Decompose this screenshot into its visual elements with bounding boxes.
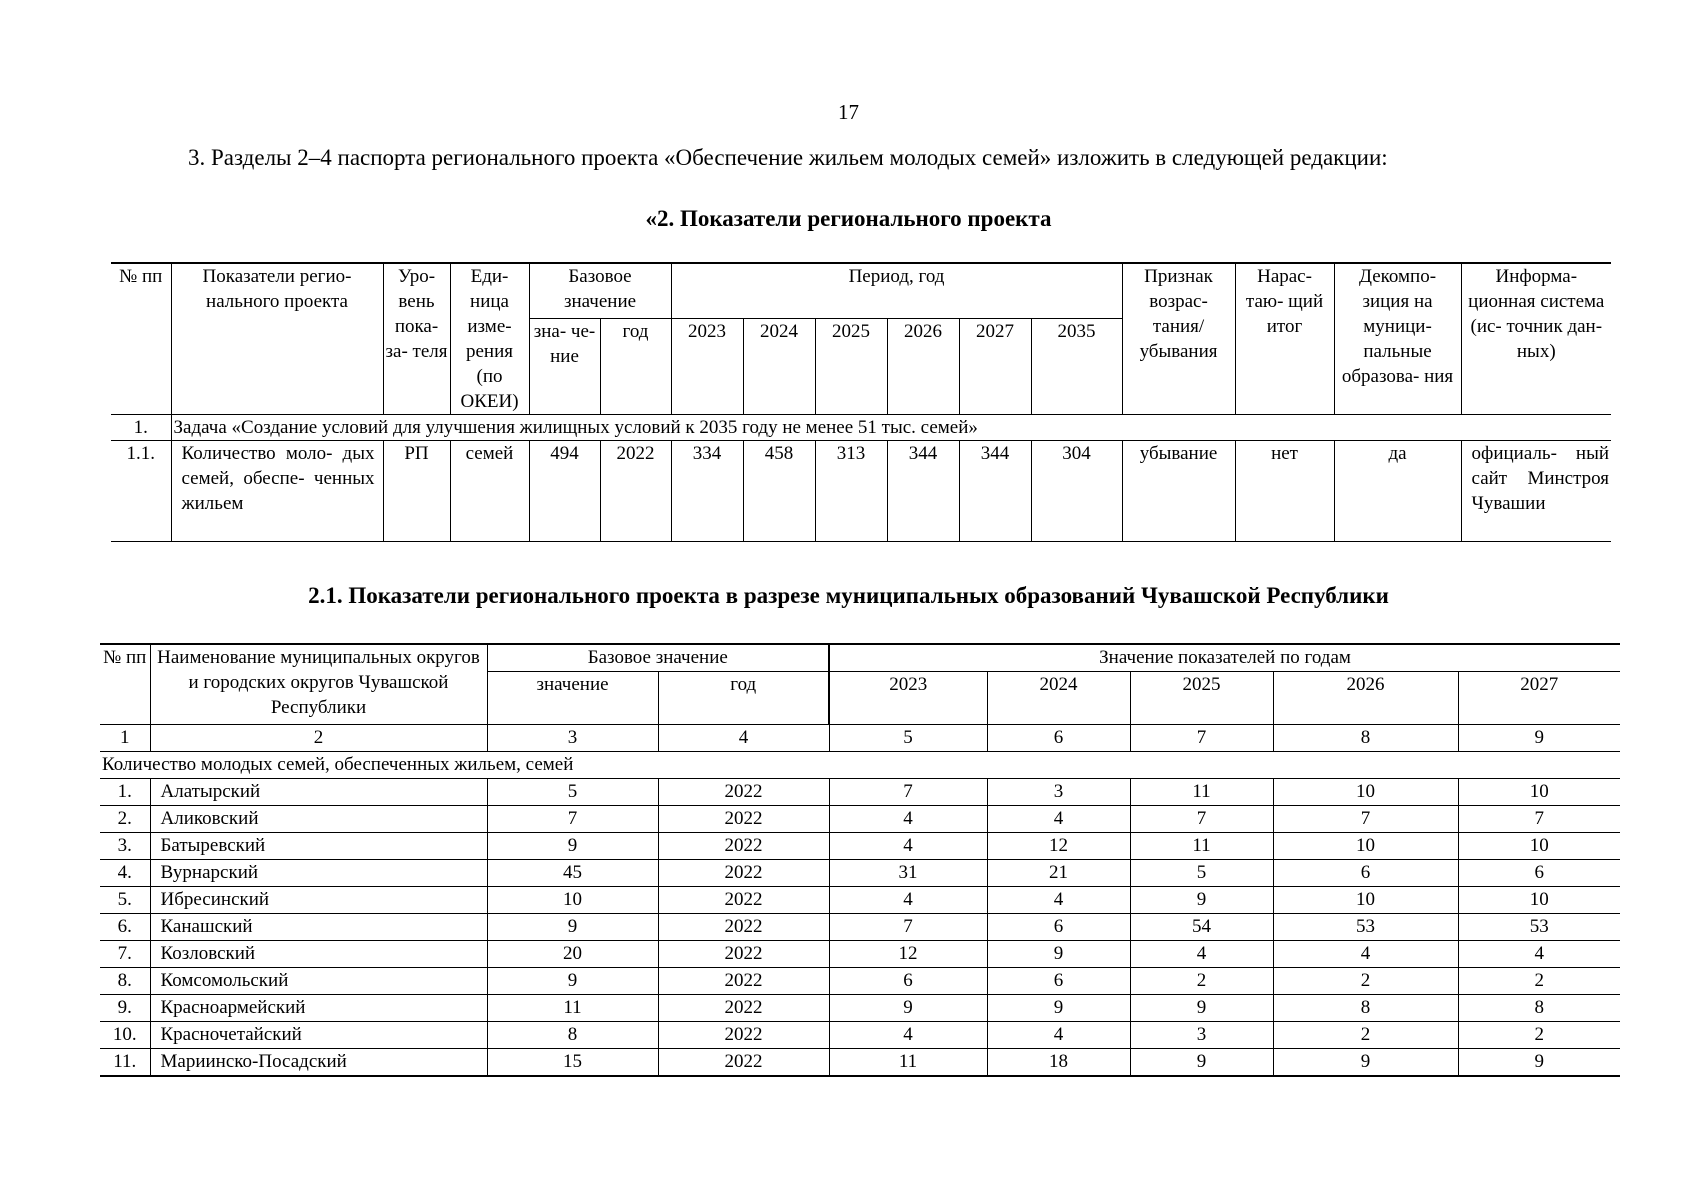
row-municipality-name: Красночетайский <box>150 1022 487 1049</box>
row-municipality-name: Батыревский <box>150 833 487 860</box>
row-base-year: 2022 <box>658 1049 829 1077</box>
header-year: 2024 <box>743 319 815 415</box>
column-number: 4 <box>658 725 829 752</box>
row-year-value: 2 <box>1130 968 1273 995</box>
column-number: 8 <box>1273 725 1458 752</box>
task-number: 1. <box>111 415 171 441</box>
row-year-value: 10 <box>1458 833 1620 860</box>
header-year: 2023 <box>671 319 743 415</box>
column-number: 6 <box>987 725 1130 752</box>
row-year-value: 4 <box>829 887 987 914</box>
table-row <box>100 806 1620 833</box>
row-municipality-name: Козловский <box>150 941 487 968</box>
row-year-value: 2 <box>1458 968 1620 995</box>
table-row <box>100 1049 1620 1077</box>
row-year-value: 4 <box>987 1022 1130 1049</box>
header-cumulative: Нарас- таю- щий итог <box>1235 263 1334 415</box>
row-year-value: 9 <box>987 995 1130 1022</box>
row-number: 1. <box>100 779 150 806</box>
row-year-value: 6 <box>829 968 987 995</box>
row-number: 3. <box>100 833 150 860</box>
row-year-value: 2 <box>1273 968 1458 995</box>
header-year: 2027 <box>959 319 1031 415</box>
header-decomposition: Декомпо- зиция на муници- пальные образова- ния <box>1334 263 1461 415</box>
row-municipality-name: Канашский <box>150 914 487 941</box>
row-year-value: 2 <box>1273 1022 1458 1049</box>
row-base-value: 9 <box>487 914 658 941</box>
row-value: 344 <box>959 441 1031 542</box>
row-year-value: 9 <box>829 995 987 1022</box>
row-year-value: 7 <box>1273 806 1458 833</box>
header-year: 2025 <box>815 319 887 415</box>
table-row <box>100 833 1620 860</box>
column-number: 5 <box>829 725 987 752</box>
row-municipality-name: Аликовский <box>150 806 487 833</box>
header-unit: Еди- ница изме- рения (по ОКЕИ) <box>450 263 529 415</box>
row-year-value: 9 <box>1130 887 1273 914</box>
row-year-value: 4 <box>1458 941 1620 968</box>
row-year-value: 4 <box>1130 941 1273 968</box>
row-value: 458 <box>743 441 815 542</box>
row-year-value: 31 <box>829 860 987 887</box>
row-year-value: 11 <box>1130 779 1273 806</box>
row-year-value: 2 <box>1458 1022 1620 1049</box>
table-row <box>100 995 1620 1022</box>
row-year-value: 18 <box>987 1049 1130 1077</box>
row-base-value: 5 <box>487 779 658 806</box>
header-base-year: год <box>658 672 829 725</box>
row-year-value: 53 <box>1458 914 1620 941</box>
row-number: 5. <box>100 887 150 914</box>
row-level: РП <box>383 441 450 542</box>
row-cumulative: нет <box>1235 441 1334 542</box>
column-number: 2 <box>150 725 487 752</box>
header-row-1 <box>111 263 1611 319</box>
table-row <box>111 441 1611 542</box>
row-year-value: 4 <box>829 806 987 833</box>
row-municipality-name: Вурнарский <box>150 860 487 887</box>
row-base-year: 2022 <box>658 914 829 941</box>
column-number: 3 <box>487 725 658 752</box>
header-row-1 <box>100 644 1620 672</box>
table-row <box>100 860 1620 887</box>
row-year-value: 12 <box>987 833 1130 860</box>
row-year-value: 8 <box>1273 995 1458 1022</box>
header-base: Базовое значение <box>487 644 829 672</box>
row-unit: семей <box>450 441 529 542</box>
row-base-year: 2022 <box>658 995 829 1022</box>
row-year-value: 10 <box>1273 887 1458 914</box>
row-value: 304 <box>1031 441 1122 542</box>
row-year-value: 5 <box>1130 860 1273 887</box>
row-value: 334 <box>671 441 743 542</box>
indicators-table <box>111 262 1611 542</box>
group-label: Количество молодых семей, обеспеченных жильем, семей <box>100 752 1620 779</box>
row-base-year: 2022 <box>658 1022 829 1049</box>
group-row <box>100 752 1620 779</box>
row-info-system: официаль- ный сайт Минстроя Чувашии <box>1461 441 1611 542</box>
row-base-year: 2022 <box>658 887 829 914</box>
row-number: 2. <box>100 806 150 833</box>
row-base-value: 7 <box>487 806 658 833</box>
row-year-value: 10 <box>1273 833 1458 860</box>
row-base-value: 11 <box>487 995 658 1022</box>
section-2-title: «2. Показатели регионального проекта <box>645 206 1052 231</box>
row-value: 344 <box>887 441 959 542</box>
row-number: 1.1. <box>111 441 171 542</box>
header-years-group: Значение показателей по годам <box>829 644 1620 672</box>
task-text: Задача «Создание условий для улучшения жилищных условий к 2035 году не менее 51 тыс. семей» <box>171 415 1611 441</box>
row-year-value: 9 <box>1130 995 1273 1022</box>
row-base-value: 8 <box>487 1022 658 1049</box>
section-2-1-title: 2.1. Показатели регионального проекта в разрезе муниципальных образований Чувашской Республики <box>308 583 1389 608</box>
row-base-value: 9 <box>487 833 658 860</box>
row-year-value: 7 <box>829 779 987 806</box>
header-year: 2026 <box>887 319 959 415</box>
row-base-year: 2022 <box>600 441 671 542</box>
header-base-value: зна- че- ние <box>529 319 600 415</box>
row-year-value: 3 <box>987 779 1130 806</box>
row-base-year: 2022 <box>658 779 829 806</box>
task-row <box>111 415 1611 441</box>
header-year: 2026 <box>1273 672 1458 725</box>
header-num: № пп <box>111 263 171 415</box>
row-year-value: 4 <box>829 1022 987 1049</box>
header-year: 2024 <box>987 672 1130 725</box>
row-year-value: 4 <box>987 887 1130 914</box>
header-base-year: год <box>600 319 671 415</box>
header-base: Базовое значение <box>529 263 671 319</box>
row-year-value: 11 <box>1130 833 1273 860</box>
row-base-year: 2022 <box>658 806 829 833</box>
row-trend: убывание <box>1122 441 1235 542</box>
row-year-value: 9 <box>1458 1049 1620 1077</box>
row-year-value: 6 <box>987 914 1130 941</box>
header-base-value: значение <box>487 672 658 725</box>
row-base-value: 15 <box>487 1049 658 1077</box>
row-year-value: 7 <box>1458 806 1620 833</box>
municipal-indicators-table <box>100 643 1620 1077</box>
row-year-value: 10 <box>1273 779 1458 806</box>
row-year-value: 12 <box>829 941 987 968</box>
row-base-value: 9 <box>487 968 658 995</box>
row-base-value: 494 <box>529 441 600 542</box>
row-municipality-name: Красноармейский <box>150 995 487 1022</box>
column-number: 1 <box>100 725 150 752</box>
row-municipality-name: Комсомольский <box>150 968 487 995</box>
column-number: 7 <box>1130 725 1273 752</box>
row-year-value: 54 <box>1130 914 1273 941</box>
row-base-year: 2022 <box>658 833 829 860</box>
row-year-value: 3 <box>1130 1022 1273 1049</box>
header-year: 2025 <box>1130 672 1273 725</box>
row-year-value: 6 <box>1458 860 1620 887</box>
header-period: Период, год <box>671 263 1122 319</box>
row-year-value: 7 <box>1130 806 1273 833</box>
row-decomposition: да <box>1334 441 1461 542</box>
row-number: 9. <box>100 995 150 1022</box>
row-base-value: 20 <box>487 941 658 968</box>
header-name: Наименование муниципальных округов и городских округов Чувашской Республики <box>150 644 487 725</box>
table-row <box>100 1022 1620 1049</box>
row-year-value: 21 <box>987 860 1130 887</box>
row-year-value: 11 <box>829 1049 987 1077</box>
column-number-row <box>100 725 1620 752</box>
header-indicator: Показатели регио- нального проекта <box>171 263 383 415</box>
row-year-value: 10 <box>1458 779 1620 806</box>
row-base-year: 2022 <box>658 941 829 968</box>
row-value: 313 <box>815 441 887 542</box>
header-trend: Признак возрас- тания/ убывания <box>1122 263 1235 415</box>
row-year-value: 4 <box>1273 941 1458 968</box>
row-year-value: 9 <box>1273 1049 1458 1077</box>
row-municipality-name: Алатырский <box>150 779 487 806</box>
row-number: 10. <box>100 1022 150 1049</box>
row-year-value: 4 <box>829 833 987 860</box>
row-base-value: 10 <box>487 887 658 914</box>
row-year-value: 6 <box>1273 860 1458 887</box>
row-base-year: 2022 <box>658 968 829 995</box>
row-municipality-name: Мариинско-Посадский <box>150 1049 487 1077</box>
header-level: Уро- вень пока- за- теля <box>383 263 450 415</box>
row-base-value: 45 <box>487 860 658 887</box>
row-year-value: 8 <box>1458 995 1620 1022</box>
row-number: 4. <box>100 860 150 887</box>
table-row <box>100 887 1620 914</box>
page-number: 17 <box>838 100 859 124</box>
row-number: 11. <box>100 1049 150 1077</box>
table-row <box>100 941 1620 968</box>
header-year: 2023 <box>829 672 987 725</box>
row-number: 8. <box>100 968 150 995</box>
row-number: 7. <box>100 941 150 968</box>
row-base-year: 2022 <box>658 860 829 887</box>
row-indicator: Количество моло- дых семей, обеспе- ченных жильем <box>171 441 383 542</box>
header-year: 2035 <box>1031 319 1122 415</box>
row-year-value: 9 <box>987 941 1130 968</box>
row-year-value: 9 <box>1130 1049 1273 1077</box>
table-row <box>100 968 1620 995</box>
row-year-value: 6 <box>987 968 1130 995</box>
intro-paragraph: 3. Разделы 2–4 паспорта регионального проекта «Обеспечение жильем молодых семей» изложить в следующей редакции: <box>188 145 1388 170</box>
row-year-value: 7 <box>829 914 987 941</box>
header-year: 2027 <box>1458 672 1620 725</box>
table-row <box>100 914 1620 941</box>
row-year-value: 53 <box>1273 914 1458 941</box>
row-municipality-name: Ибресинский <box>150 887 487 914</box>
header-info-system: Информа- ционная система (ис- точник дан- ных) <box>1461 263 1611 415</box>
table-row <box>100 779 1620 806</box>
row-year-value: 10 <box>1458 887 1620 914</box>
header-num: № пп <box>100 644 150 725</box>
row-number: 6. <box>100 914 150 941</box>
row-year-value: 4 <box>987 806 1130 833</box>
column-number: 9 <box>1458 725 1620 752</box>
